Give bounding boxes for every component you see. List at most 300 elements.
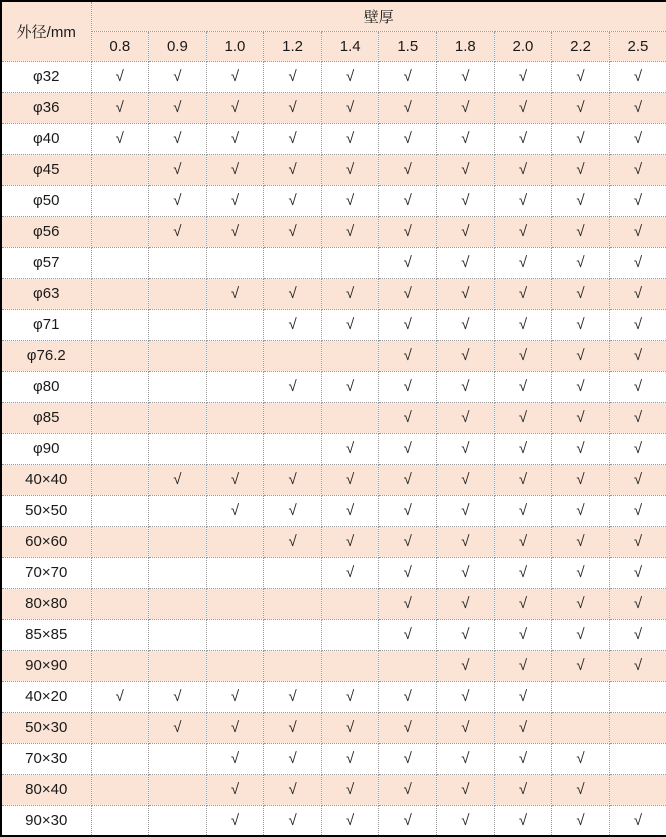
check-cell: √ xyxy=(321,805,379,836)
check-cell: √ xyxy=(264,216,322,247)
empty-cell xyxy=(206,402,264,433)
check-cell: √ xyxy=(494,650,552,681)
table-row xyxy=(1,371,666,402)
check-cell: √ xyxy=(437,247,495,278)
empty-cell xyxy=(609,743,666,774)
check-cell: √ xyxy=(494,464,552,495)
empty-cell xyxy=(149,371,207,402)
empty-cell xyxy=(321,588,379,619)
table-row xyxy=(1,681,666,712)
check-cell: √ xyxy=(437,433,495,464)
empty-cell xyxy=(321,402,379,433)
check-cell: √ xyxy=(264,805,322,836)
check-cell: √ xyxy=(321,61,379,92)
check-cell: √ xyxy=(379,185,437,216)
check-cell: √ xyxy=(552,526,610,557)
empty-cell xyxy=(206,371,264,402)
empty-cell xyxy=(149,588,207,619)
empty-cell xyxy=(91,495,149,526)
empty-cell xyxy=(552,712,610,743)
check-cell: √ xyxy=(149,185,207,216)
check-cell: √ xyxy=(149,216,207,247)
check-cell: √ xyxy=(321,278,379,309)
row-label: φ63 xyxy=(1,278,91,309)
check-cell: √ xyxy=(552,247,610,278)
thickness-col-header: 1.4 xyxy=(321,31,379,61)
empty-cell xyxy=(264,247,322,278)
check-cell: √ xyxy=(321,433,379,464)
empty-cell xyxy=(264,557,322,588)
check-cell: √ xyxy=(609,402,666,433)
check-cell: √ xyxy=(437,61,495,92)
check-cell: √ xyxy=(552,588,610,619)
check-cell: √ xyxy=(379,371,437,402)
check-cell: √ xyxy=(494,371,552,402)
check-cell: √ xyxy=(609,433,666,464)
check-cell: √ xyxy=(437,402,495,433)
check-cell: √ xyxy=(609,123,666,154)
empty-cell xyxy=(206,557,264,588)
check-cell: √ xyxy=(552,619,610,650)
check-cell: √ xyxy=(494,309,552,340)
check-cell: √ xyxy=(437,743,495,774)
row-label: 80×80 xyxy=(1,588,91,619)
check-cell: √ xyxy=(494,92,552,123)
check-cell: √ xyxy=(437,309,495,340)
row-label: 50×30 xyxy=(1,712,91,743)
check-cell: √ xyxy=(552,557,610,588)
row-label: φ76.2 xyxy=(1,340,91,371)
check-cell: √ xyxy=(609,92,666,123)
empty-cell xyxy=(149,495,207,526)
check-cell: √ xyxy=(494,61,552,92)
check-cell: √ xyxy=(264,309,322,340)
row-label: φ36 xyxy=(1,92,91,123)
check-cell: √ xyxy=(437,805,495,836)
check-cell: √ xyxy=(609,495,666,526)
check-cell: √ xyxy=(437,619,495,650)
row-label: 90×90 xyxy=(1,650,91,681)
thickness-col-header: 0.8 xyxy=(91,31,149,61)
check-cell: √ xyxy=(206,681,264,712)
row-label: φ90 xyxy=(1,433,91,464)
empty-cell xyxy=(91,185,149,216)
check-cell: √ xyxy=(494,247,552,278)
table-row xyxy=(1,464,666,495)
empty-cell xyxy=(264,433,322,464)
check-cell: √ xyxy=(206,805,264,836)
row-label: φ56 xyxy=(1,216,91,247)
empty-cell xyxy=(149,619,207,650)
check-cell: √ xyxy=(494,588,552,619)
check-cell: √ xyxy=(379,278,437,309)
check-cell: √ xyxy=(264,154,322,185)
check-cell: √ xyxy=(609,216,666,247)
check-cell: √ xyxy=(437,154,495,185)
check-cell: √ xyxy=(552,185,610,216)
row-label: φ57 xyxy=(1,247,91,278)
check-cell: √ xyxy=(379,464,437,495)
check-cell: √ xyxy=(437,92,495,123)
check-cell: √ xyxy=(264,464,322,495)
table-row xyxy=(1,123,666,154)
empty-cell xyxy=(149,402,207,433)
check-cell: √ xyxy=(321,495,379,526)
empty-cell xyxy=(149,557,207,588)
check-cell: √ xyxy=(264,681,322,712)
empty-cell xyxy=(552,681,610,712)
empty-cell xyxy=(321,247,379,278)
check-cell: √ xyxy=(552,61,610,92)
row-label: 40×20 xyxy=(1,681,91,712)
check-cell: √ xyxy=(494,557,552,588)
empty-cell xyxy=(264,650,322,681)
check-cell: √ xyxy=(379,154,437,185)
check-cell: √ xyxy=(379,774,437,805)
check-cell: √ xyxy=(552,123,610,154)
empty-cell xyxy=(91,650,149,681)
empty-cell xyxy=(149,247,207,278)
check-cell: √ xyxy=(206,712,264,743)
empty-cell xyxy=(91,154,149,185)
check-cell: √ xyxy=(609,371,666,402)
check-cell: √ xyxy=(552,309,610,340)
check-cell: √ xyxy=(149,681,207,712)
empty-cell xyxy=(149,309,207,340)
check-cell: √ xyxy=(321,154,379,185)
check-cell: √ xyxy=(379,619,437,650)
check-cell: √ xyxy=(552,774,610,805)
table-row xyxy=(1,588,666,619)
check-cell: √ xyxy=(494,185,552,216)
check-cell: √ xyxy=(321,681,379,712)
check-cell: √ xyxy=(494,216,552,247)
check-cell: √ xyxy=(609,154,666,185)
check-cell: √ xyxy=(206,123,264,154)
row-label: 90×30 xyxy=(1,805,91,836)
table-row xyxy=(1,743,666,774)
check-cell: √ xyxy=(321,123,379,154)
check-cell: √ xyxy=(552,278,610,309)
row-label: 85×85 xyxy=(1,619,91,650)
row-label: φ71 xyxy=(1,309,91,340)
check-cell: √ xyxy=(494,340,552,371)
check-cell: √ xyxy=(494,681,552,712)
check-cell: √ xyxy=(552,154,610,185)
empty-cell xyxy=(91,526,149,557)
empty-cell xyxy=(91,371,149,402)
empty-cell xyxy=(206,433,264,464)
empty-cell xyxy=(206,619,264,650)
check-cell: √ xyxy=(494,278,552,309)
row-label: φ85 xyxy=(1,402,91,433)
check-cell: √ xyxy=(437,557,495,588)
check-cell: √ xyxy=(494,619,552,650)
row-label: 70×30 xyxy=(1,743,91,774)
wall-thickness-group-header: 壁厚 xyxy=(91,1,666,31)
empty-cell xyxy=(609,681,666,712)
thickness-col-header: 1.0 xyxy=(206,31,264,61)
check-cell: √ xyxy=(552,743,610,774)
check-cell: √ xyxy=(264,61,322,92)
empty-cell xyxy=(91,216,149,247)
table-row xyxy=(1,309,666,340)
check-cell: √ xyxy=(264,185,322,216)
outer-diameter-header: 外径/mm xyxy=(1,1,91,61)
table-row xyxy=(1,185,666,216)
table-row xyxy=(1,61,666,92)
check-cell: √ xyxy=(321,774,379,805)
check-cell: √ xyxy=(379,526,437,557)
check-cell: √ xyxy=(91,681,149,712)
check-cell: √ xyxy=(437,681,495,712)
empty-cell xyxy=(321,619,379,650)
check-cell: √ xyxy=(379,805,437,836)
check-cell: √ xyxy=(552,216,610,247)
check-cell: √ xyxy=(379,743,437,774)
empty-cell xyxy=(206,340,264,371)
empty-cell xyxy=(206,588,264,619)
empty-cell xyxy=(149,278,207,309)
row-label: 50×50 xyxy=(1,495,91,526)
check-cell: √ xyxy=(149,712,207,743)
check-cell: √ xyxy=(91,92,149,123)
row-label: 40×40 xyxy=(1,464,91,495)
check-cell: √ xyxy=(552,340,610,371)
row-label: φ40 xyxy=(1,123,91,154)
check-cell: √ xyxy=(552,464,610,495)
check-cell: √ xyxy=(437,340,495,371)
empty-cell xyxy=(321,650,379,681)
empty-cell xyxy=(264,619,322,650)
check-cell: √ xyxy=(206,216,264,247)
check-cell: √ xyxy=(379,402,437,433)
check-cell: √ xyxy=(379,433,437,464)
table-header xyxy=(1,1,666,61)
table-row xyxy=(1,774,666,805)
empty-cell xyxy=(149,526,207,557)
check-cell: √ xyxy=(379,588,437,619)
check-cell: √ xyxy=(609,309,666,340)
check-cell: √ xyxy=(437,588,495,619)
check-cell: √ xyxy=(609,278,666,309)
table-body xyxy=(1,61,666,836)
check-cell: √ xyxy=(206,464,264,495)
check-cell: √ xyxy=(494,743,552,774)
check-cell: √ xyxy=(437,371,495,402)
check-cell: √ xyxy=(437,216,495,247)
check-cell: √ xyxy=(437,495,495,526)
row-label: 70×70 xyxy=(1,557,91,588)
check-cell: √ xyxy=(206,92,264,123)
empty-cell xyxy=(206,309,264,340)
check-cell: √ xyxy=(206,278,264,309)
empty-cell xyxy=(206,247,264,278)
empty-cell xyxy=(264,402,322,433)
empty-cell xyxy=(206,650,264,681)
row-label: φ32 xyxy=(1,61,91,92)
check-cell: √ xyxy=(437,774,495,805)
check-cell: √ xyxy=(379,247,437,278)
check-cell: √ xyxy=(379,557,437,588)
table-row xyxy=(1,557,666,588)
table-row xyxy=(1,712,666,743)
check-cell: √ xyxy=(321,526,379,557)
check-cell: √ xyxy=(264,495,322,526)
check-cell: √ xyxy=(264,526,322,557)
thickness-col-header: 0.9 xyxy=(149,31,207,61)
check-cell: √ xyxy=(321,309,379,340)
check-cell: √ xyxy=(206,774,264,805)
check-cell: √ xyxy=(437,526,495,557)
thickness-header-row xyxy=(1,31,666,61)
empty-cell xyxy=(91,805,149,836)
empty-cell xyxy=(206,526,264,557)
check-cell: √ xyxy=(494,154,552,185)
check-cell: √ xyxy=(494,433,552,464)
check-cell: √ xyxy=(264,371,322,402)
check-cell: √ xyxy=(609,557,666,588)
check-cell: √ xyxy=(437,650,495,681)
check-cell: √ xyxy=(494,526,552,557)
check-cell: √ xyxy=(379,92,437,123)
empty-cell xyxy=(264,340,322,371)
thickness-col-header: 2.2 xyxy=(552,31,610,61)
check-cell: √ xyxy=(609,650,666,681)
check-cell: √ xyxy=(379,340,437,371)
check-cell: √ xyxy=(321,712,379,743)
check-cell: √ xyxy=(494,402,552,433)
check-cell: √ xyxy=(609,61,666,92)
check-cell: √ xyxy=(379,123,437,154)
check-cell: √ xyxy=(552,495,610,526)
empty-cell xyxy=(91,712,149,743)
check-cell: √ xyxy=(609,185,666,216)
empty-cell xyxy=(379,650,437,681)
check-cell: √ xyxy=(552,805,610,836)
row-label: 60×60 xyxy=(1,526,91,557)
check-cell: √ xyxy=(379,216,437,247)
check-cell: √ xyxy=(321,557,379,588)
check-cell: √ xyxy=(552,433,610,464)
table-row xyxy=(1,154,666,185)
check-cell: √ xyxy=(149,92,207,123)
check-cell: √ xyxy=(264,278,322,309)
check-cell: √ xyxy=(379,309,437,340)
check-cell: √ xyxy=(609,526,666,557)
empty-cell xyxy=(149,650,207,681)
table-row xyxy=(1,340,666,371)
check-cell: √ xyxy=(379,495,437,526)
check-cell: √ xyxy=(552,92,610,123)
row-label: φ45 xyxy=(1,154,91,185)
check-cell: √ xyxy=(379,681,437,712)
empty-cell xyxy=(149,433,207,464)
group-header-row xyxy=(1,1,666,31)
empty-cell xyxy=(91,309,149,340)
table-row xyxy=(1,805,666,836)
thickness-col-header: 2.5 xyxy=(609,31,666,61)
check-cell: √ xyxy=(321,92,379,123)
thickness-col-header: 1.5 xyxy=(379,31,437,61)
check-cell: √ xyxy=(609,619,666,650)
empty-cell xyxy=(91,619,149,650)
empty-cell xyxy=(149,743,207,774)
table-row xyxy=(1,433,666,464)
check-cell: √ xyxy=(609,588,666,619)
thickness-col-header: 2.0 xyxy=(494,31,552,61)
check-cell: √ xyxy=(149,123,207,154)
row-label: φ50 xyxy=(1,185,91,216)
check-cell: √ xyxy=(321,743,379,774)
check-cell: √ xyxy=(264,92,322,123)
empty-cell xyxy=(91,588,149,619)
thickness-col-header: 1.8 xyxy=(437,31,495,61)
empty-cell xyxy=(609,712,666,743)
empty-cell xyxy=(149,774,207,805)
check-cell: √ xyxy=(552,402,610,433)
empty-cell xyxy=(91,774,149,805)
check-cell: √ xyxy=(264,774,322,805)
thickness-col-header: 1.2 xyxy=(264,31,322,61)
table-row xyxy=(1,495,666,526)
check-cell: √ xyxy=(494,774,552,805)
check-cell: √ xyxy=(437,123,495,154)
table-row xyxy=(1,526,666,557)
empty-cell xyxy=(91,402,149,433)
check-cell: √ xyxy=(206,185,264,216)
empty-cell xyxy=(91,340,149,371)
empty-cell xyxy=(609,774,666,805)
check-cell: √ xyxy=(206,743,264,774)
check-cell: √ xyxy=(149,61,207,92)
check-cell: √ xyxy=(552,371,610,402)
check-cell: √ xyxy=(437,464,495,495)
check-cell: √ xyxy=(321,464,379,495)
check-cell: √ xyxy=(264,712,322,743)
empty-cell xyxy=(91,247,149,278)
check-cell: √ xyxy=(609,464,666,495)
empty-cell xyxy=(91,464,149,495)
table-row xyxy=(1,92,666,123)
check-cell: √ xyxy=(494,495,552,526)
empty-cell xyxy=(149,340,207,371)
row-label: 80×40 xyxy=(1,774,91,805)
row-label: φ80 xyxy=(1,371,91,402)
check-cell: √ xyxy=(321,371,379,402)
table-row xyxy=(1,278,666,309)
check-cell: √ xyxy=(206,154,264,185)
check-cell: √ xyxy=(437,185,495,216)
check-cell: √ xyxy=(609,805,666,836)
check-cell: √ xyxy=(264,743,322,774)
check-cell: √ xyxy=(552,650,610,681)
check-cell: √ xyxy=(437,712,495,743)
check-cell: √ xyxy=(494,805,552,836)
table-row xyxy=(1,247,666,278)
check-cell: √ xyxy=(321,216,379,247)
check-cell: √ xyxy=(609,247,666,278)
check-cell: √ xyxy=(149,154,207,185)
check-cell: √ xyxy=(206,61,264,92)
empty-cell xyxy=(91,278,149,309)
table-row xyxy=(1,402,666,433)
check-cell: √ xyxy=(494,712,552,743)
check-cell: √ xyxy=(149,464,207,495)
empty-cell xyxy=(321,340,379,371)
empty-cell xyxy=(91,743,149,774)
empty-cell xyxy=(91,433,149,464)
